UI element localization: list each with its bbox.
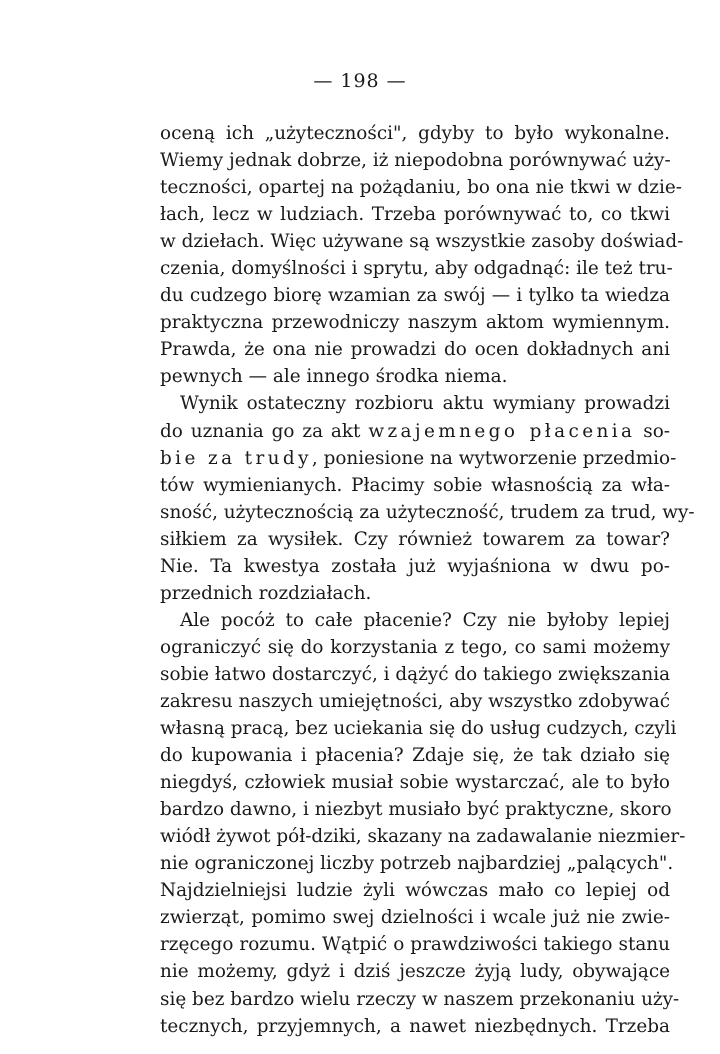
text-line: siłkiem za wysiłek. Czy również towarem za towar? — [160, 528, 670, 550]
text-line: sobie łatwo dostarczyć, i dążyć do takiego zwiększania — [160, 663, 671, 685]
emphasis-spaced: bie za trudy — [160, 447, 312, 469]
text-line: wiódł żywot pół-dziki, skazany na zadawalanie niezmier- — [160, 826, 686, 848]
text-line: czenia, domyślności i sprytu, aby odgadnąć: ile też tru- — [160, 258, 673, 280]
text-line: nie możemy, gdyż i dziś jeszcze żyją ludy, obywające — [160, 961, 670, 983]
body-text — [160, 120, 695, 1040]
text-line-composite — [160, 418, 670, 445]
page-number: — 198 — — [313, 70, 407, 92]
text-line: do kupowania i płacenia? Zdaje się, że tak działo się — [160, 745, 670, 767]
text-line: zwierząt, pomimo swej dzielności i wcale już nie zwie- — [160, 907, 670, 929]
text-line: Nie. Ta kwestya została już wyjaśniona w dwu po- — [160, 555, 670, 577]
text-line: du cudzego biorę wzamian za swój — i tylko ta wiedza — [160, 285, 670, 307]
text-line: ograniczyć się do korzystania z tego, co sami możemy — [160, 636, 670, 658]
emphasis-spaced: wzajemnego płacenia — [368, 420, 636, 442]
text-line: Najdzielniejsi ludzie żyli wówczas mało co lepiej od — [160, 880, 670, 902]
text-line: sność, użytecznością za użyteczność, trudem za trud, wy- — [160, 501, 695, 523]
text-line: teczności, opartej na pożądaniu, bo ona nie tkwi w dzie- — [160, 177, 682, 199]
text-line: Wynik ostateczny rozbioru aktu wymiany prowadzi — [180, 393, 670, 415]
text-line: zakresu naszych umiejętności, aby wszystko zdobywać — [160, 690, 670, 712]
text-line: pewnych — ale innego środka niema. — [160, 366, 508, 388]
text-line: oceną ich „użyteczności", gdyby to było wykonalne. — [160, 123, 670, 144]
text-line: się bez bardzo wielu rzeczy w naszem przekonaniu uży- — [160, 988, 680, 1010]
text-fragment: do uznania go za akt — [160, 420, 361, 442]
text-line: łach, lecz w ludziach. Trzeba porównywać to, co tkwi — [160, 204, 670, 226]
text-line: tów wymienianych. Płacimy sobie własnością za wła- — [160, 474, 670, 496]
text-line: rzęcego rozumu. Wątpić o prawdziwości takiego stanu — [160, 934, 670, 956]
text-line: Ale pocóż to całe płacenie? Czy nie byłoby lepiej — [180, 609, 670, 631]
text-line: Wiemy jednak dobrze, iż niepodobna porównywać uży- — [160, 150, 671, 172]
text-line: tecznych, przyjemnych, a nawet niezbędnych. Trzeba — [160, 1015, 670, 1037]
text-line: niegdyś, człowiek musiał sobie wystarczać, ale to było — [160, 772, 670, 794]
text-line: własną pracą, bez uciekania się do usług cudzych, czyli — [160, 718, 677, 740]
text-line: praktyczna przewodniczy naszym aktom wymiennym. — [160, 312, 670, 334]
text-line: Prawda, że ona nie prowadzi do ocen dokładnych ani — [160, 339, 670, 361]
text-fragment: , poniesione na wytworzenie przedmio- — [311, 447, 677, 469]
text-line: bardzo dawno, i niezbyt musiało być praktyczne, skoro — [160, 799, 672, 821]
text-line-composite — [160, 445, 677, 472]
text-line: w dziełach. Więc używane są wszystkie zasoby doświad- — [160, 231, 684, 253]
text-line: przednich rozdziałach. — [160, 582, 372, 604]
text-fragment: so- — [643, 420, 670, 442]
text-line: nie ograniczonej liczby potrzeb najbardziej „palących". — [160, 853, 674, 875]
